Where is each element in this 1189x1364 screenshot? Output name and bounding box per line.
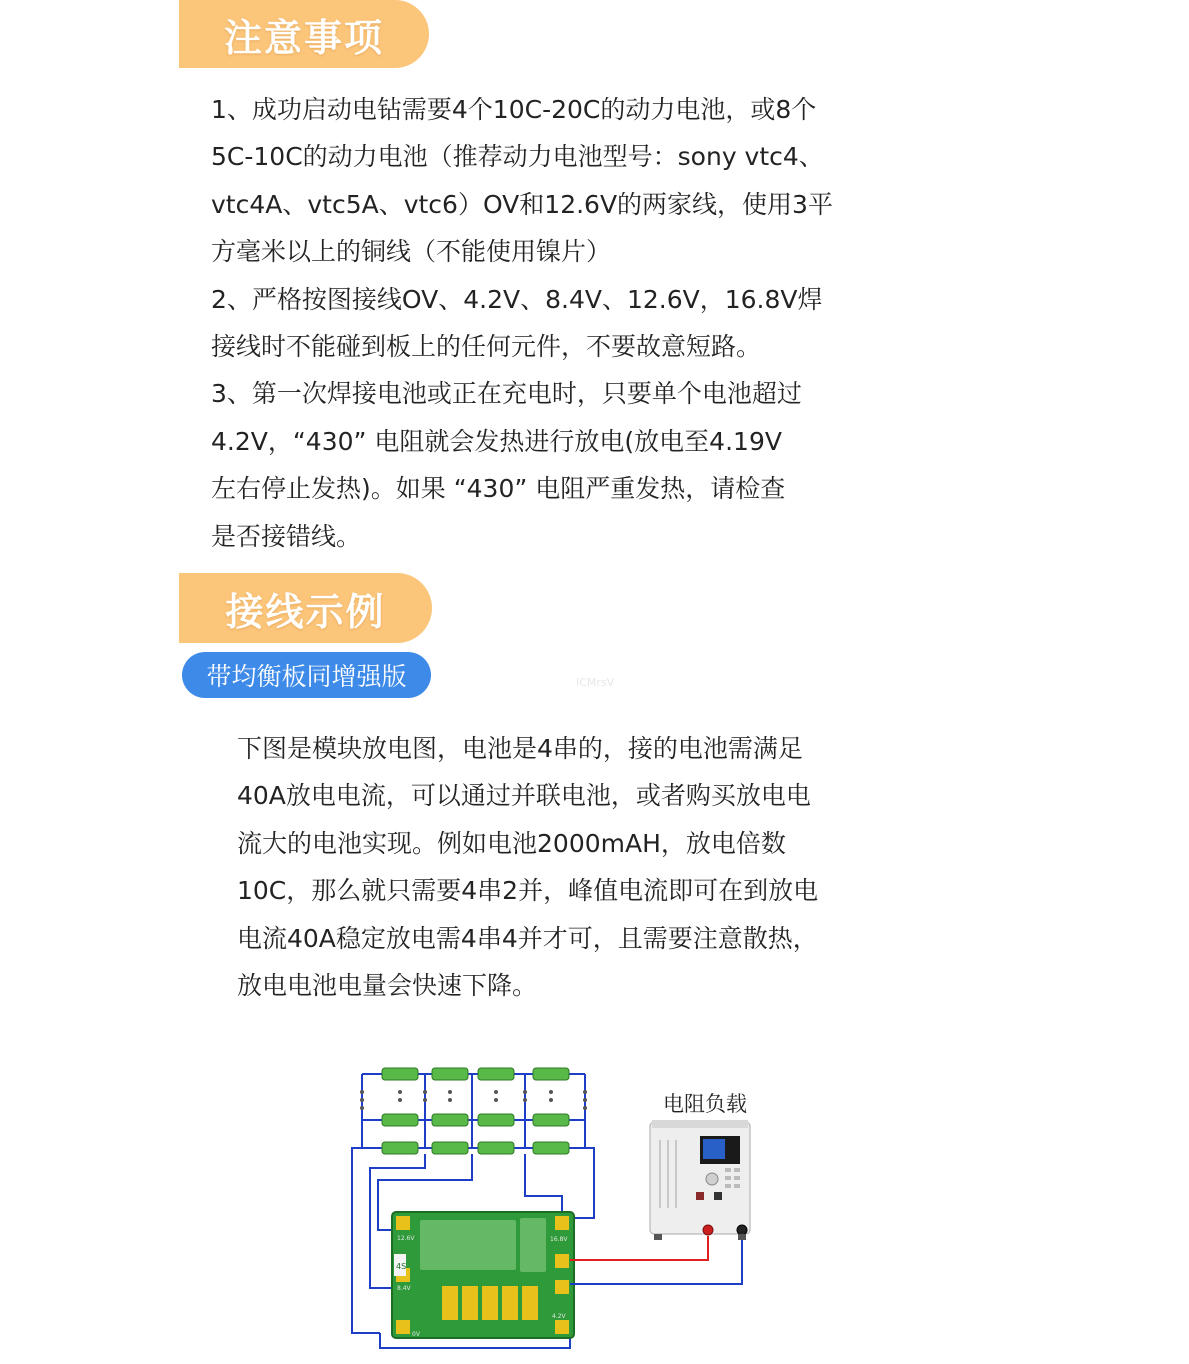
- version-badge: [182, 652, 431, 698]
- load-caption: 电阻负载: [663, 1092, 747, 1116]
- positive-wire: [570, 1236, 708, 1260]
- electronic-load-icon: [650, 1120, 750, 1240]
- section-banner-wiring: [179, 573, 432, 643]
- notes-text: 1、成功启动电钻需要4个10C-20C的动力电池，或8个 5C-10C的动力电池（推荐动力电池型号：sony vtc4、 vtc4A、vtc5A、vtc6）OV和12.6V的两家线，使用3平 方毫米以上的铜线（不能使用镍片） 2、严格按图接线OV、4.2V、8.4V、12.6V，16.8V焊 接线时不能碰到板上的任何元件，不要故意短路。 3、第一次焊接电池或正在充电时，只要单个电池超过 4.2V，“430” 电阻就会发热进行放电(放电至4.19V 左右停止发热)。如果 “430” 电阻严重发热，请检查 是否接错线。: [211, 95, 833, 551]
- label-8v4: 8.4V: [397, 1285, 411, 1292]
- label-4s: 4S: [396, 1262, 407, 1271]
- wiring-text: 下图是模块放电图，电池是4串的，接的电池需满足 40A放电电流，可以通过并联电池，或者购买放电电 流大的电池实现。例如电池2000mAH，放电倍数 10C，那么就只需要4串2并，峰值电流即可在到放电 电流40A稳定放电需4串4并才可，且需要注意散热， 放电电池电量会快速下降。: [237, 734, 819, 1001]
- wiring-diagram: [340, 1058, 770, 1358]
- section-title-notes: 注意事项: [223, 15, 384, 60]
- label-16v8: 16.8V: [550, 1236, 568, 1243]
- section-banner-notes: [179, 0, 429, 68]
- version-label: 带均衡板同增强版: [206, 662, 407, 691]
- label-4v2: 4.2V: [552, 1313, 566, 1320]
- watermark: ICMrsV: [576, 676, 615, 689]
- section-title-wiring: 接线示例: [225, 589, 386, 634]
- label-0v: 0V: [412, 1331, 420, 1338]
- label-12v6: 12.6V: [397, 1235, 415, 1242]
- battery-pack: [360, 1068, 587, 1154]
- protection-board: [392, 1212, 574, 1338]
